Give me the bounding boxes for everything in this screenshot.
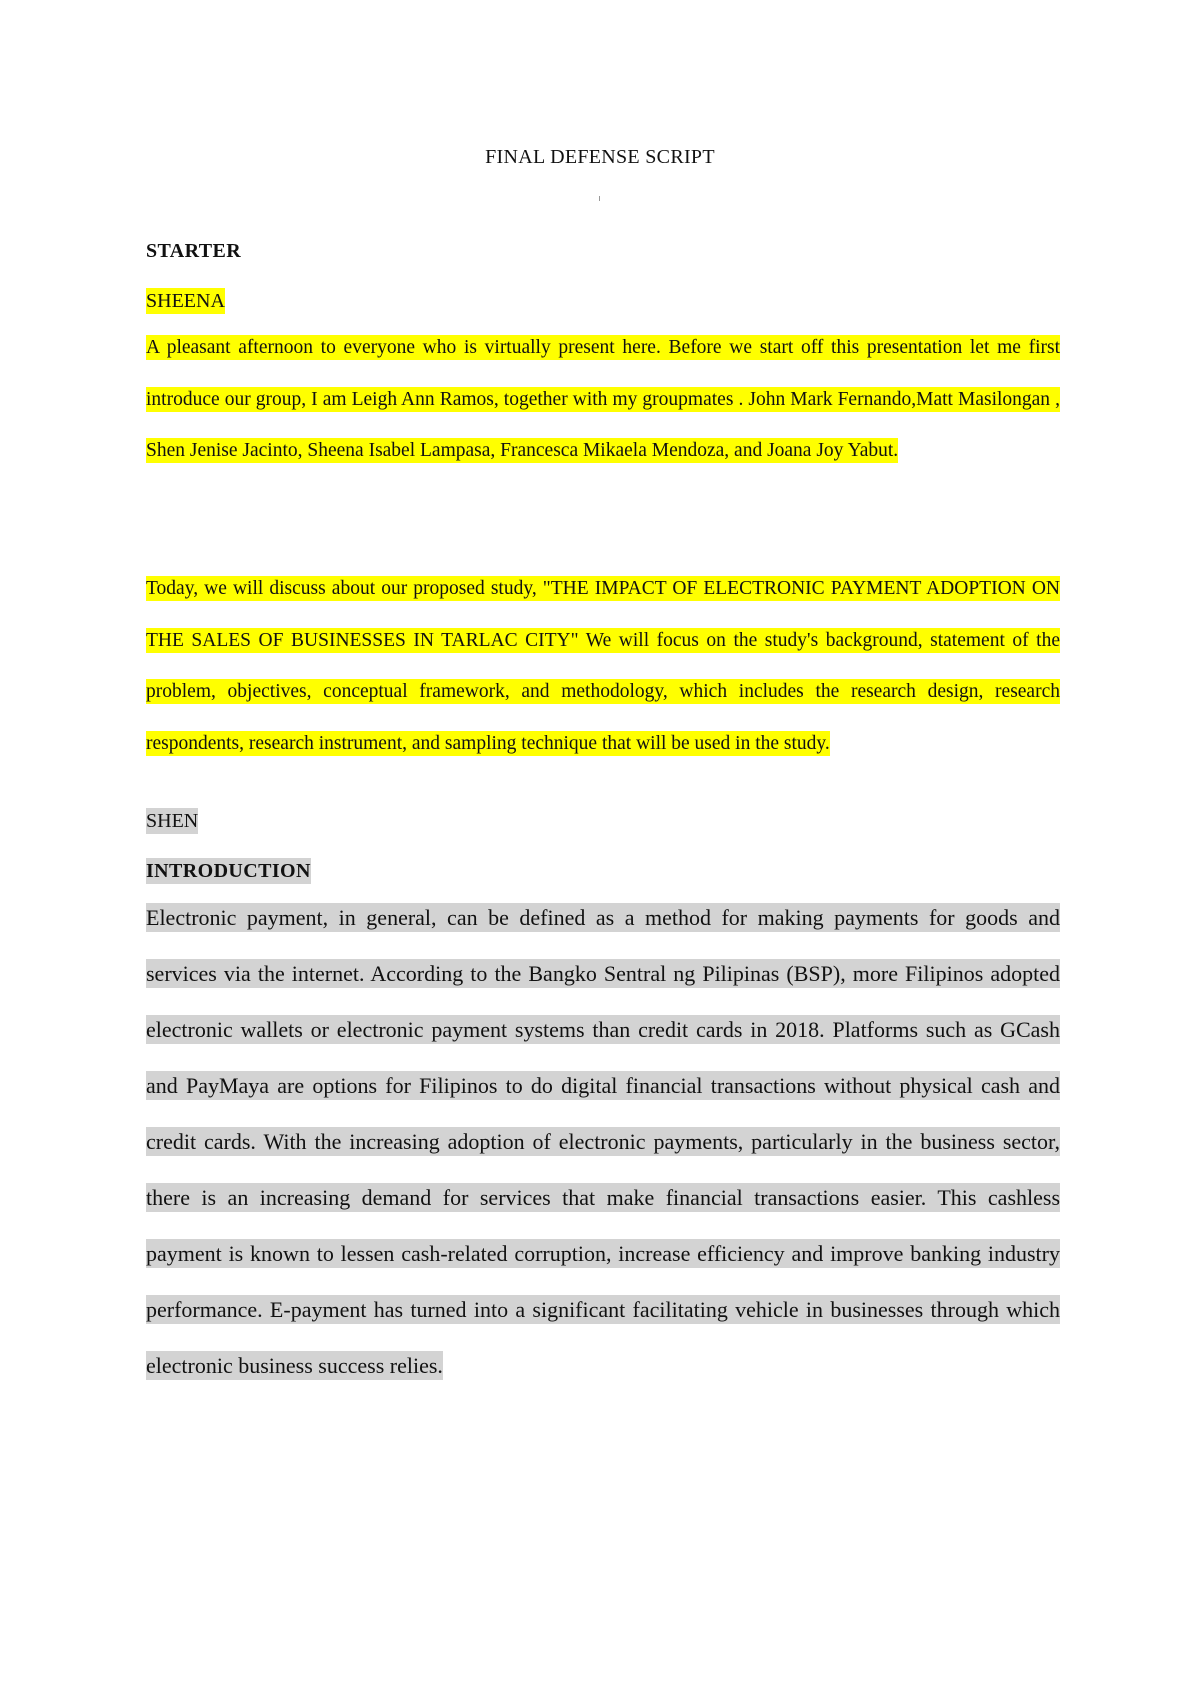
speaker-shen: [146, 810, 1060, 833]
introduction-heading-text: INTRODUCTION: [146, 860, 311, 882]
starter-heading: [146, 240, 1060, 263]
introduction-heading: [146, 860, 1060, 883]
paragraph-study-overview: [146, 563, 1060, 769]
document-title: FINAL DEFENSE SCRIPT: [485, 146, 715, 168]
paragraph-greeting-text: A pleasant afternoon to everyone who is virtually present here. Before we start off this presentation let me first introduce our group, I am Leigh Ann Ramos, together with my groupmates . John Mark Fernando,Matt Masilongan , Shen Jenise Jacinto, Sheena Isabel Lampasa, Francesca Mikaela Mendoza, and Joana Joy Yabut.: [146, 337, 1060, 461]
paragraph-introduction: [146, 890, 1060, 1394]
starter-heading-text: STARTER: [146, 240, 242, 262]
center-tab-marker: [599, 196, 600, 201]
speaker-shen-label: SHEN: [146, 810, 199, 832]
paragraph-introduction-text: Electronic payment, in general, can be defined as a method for making payments for goods and services via the internet. According to the Bangko Sentral ng Pilipinas (BSP), more Filipinos adopted electronic wallets or electronic payment systems than credit cards in 2018. Platforms such as GCash and PayMaya are options for Filipinos to do digital financial transactions without physical cash and credit cards. With the increasing adoption of electronic payments, particularly in the business sector, there is an increasing demand for services that make financial transactions easier. This cashless payment is known to lessen cash-related corruption, increase efficiency and improve banking industry performance. E-payment has turned into a significant facilitating vehicle in businesses through which electronic business success relies.: [146, 905, 1060, 1378]
paragraph-study-overview-text: Today, we will discuss about our proposed study, "THE IMPACT OF ELECTRONIC PAYMENT ADOPTION ON THE SALES OF BUSINESSES IN TARLAC CITY" We will focus on the study's background, statement of the problem, objectives, conceptual framework, and methodology, which includes the research design, research respondents, research instrument, and sampling technique that will be used in the study.: [146, 578, 1060, 754]
paragraph-greeting: [146, 322, 1060, 477]
speaker-sheena: [146, 290, 1060, 313]
speaker-sheena-label: SHEENA: [146, 290, 225, 312]
